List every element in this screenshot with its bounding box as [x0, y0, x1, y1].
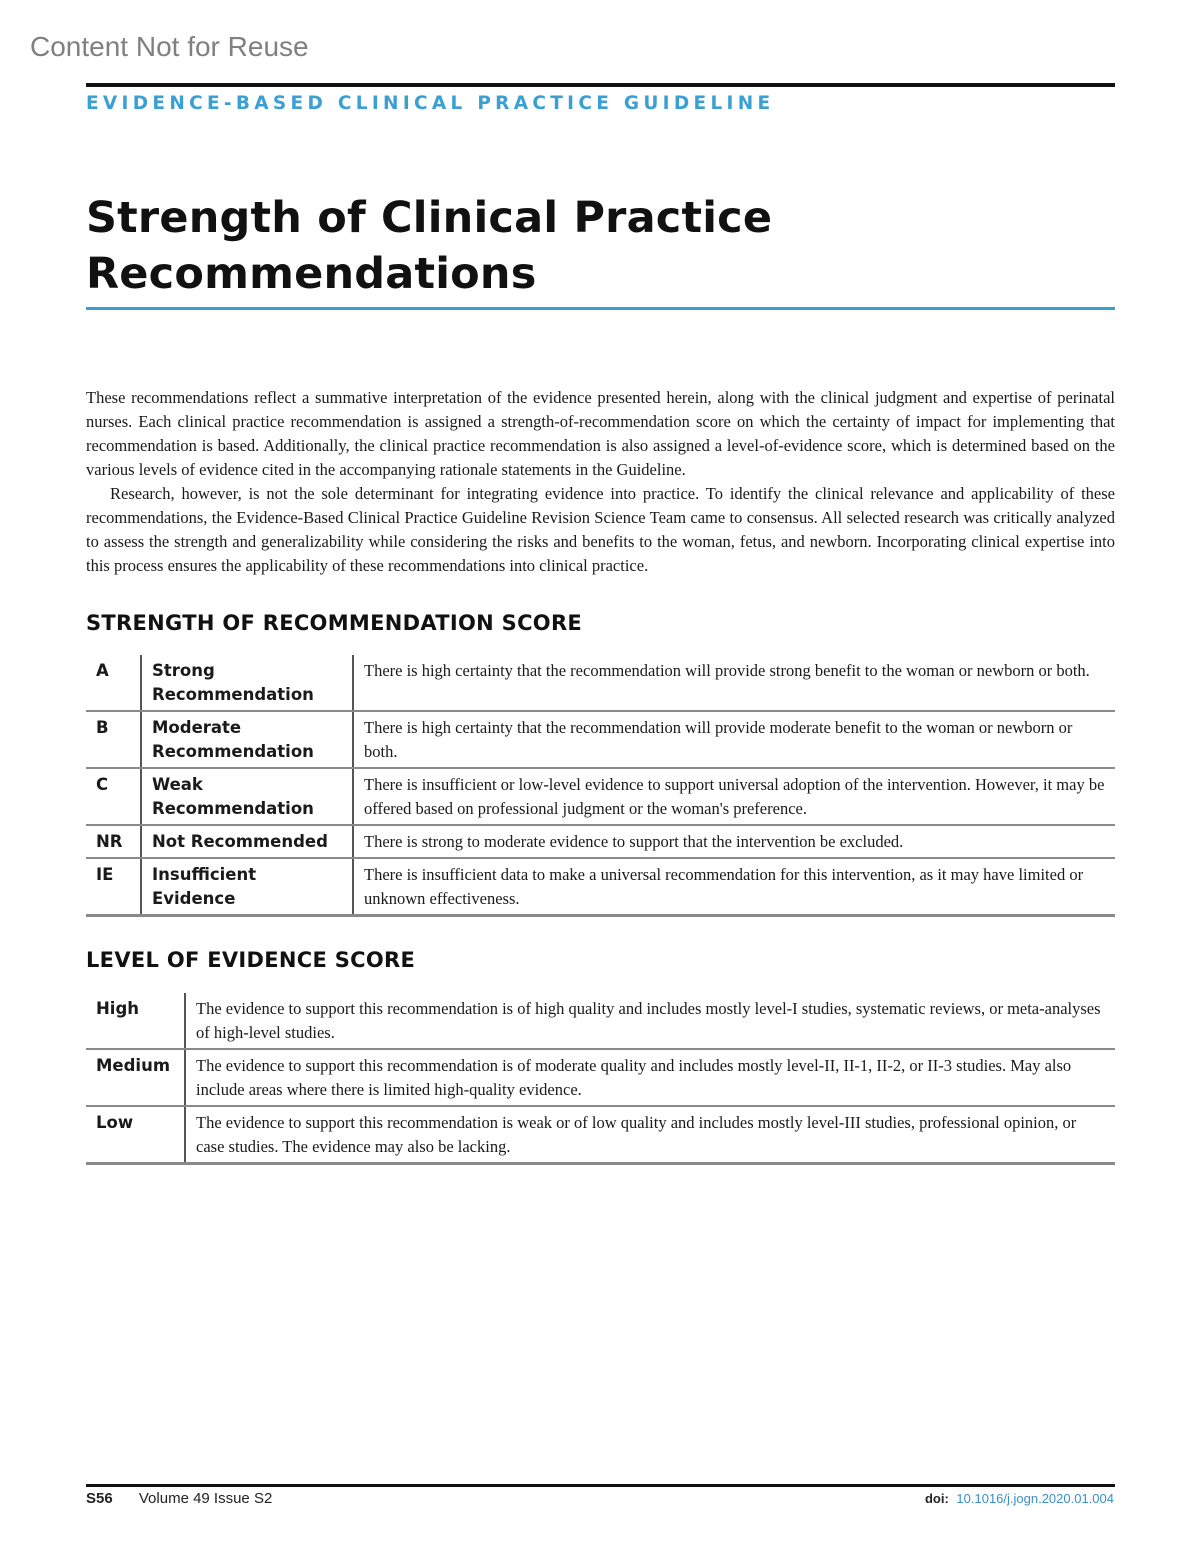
score-label: Strong Recommendation — [141, 655, 353, 711]
watermark: Content Not for Reuse — [30, 31, 309, 62]
score-description: There is strong to moderate evidence to support that the intervention be excluded. — [353, 825, 1115, 858]
page-title — [86, 190, 772, 302]
score-description: There is high certainty that the recommendation will provide strong benefit to the woman or newborn or both. — [353, 655, 1115, 711]
table-row — [86, 1106, 1115, 1164]
table-row — [86, 711, 1115, 768]
score-code: A — [86, 655, 141, 711]
header-rule — [86, 83, 1115, 87]
score-code: IE — [86, 858, 141, 916]
score-label: Insufficient Evidence — [141, 858, 353, 916]
score-description: There is high certainty that the recommendation will provide moderate benefit to the woman or newborn or both. — [353, 711, 1115, 768]
score-description: There is insufficient or low-level evidence to support universal adoption of the intervention. However, it may be offered based on professional judgment or the woman's preference. — [353, 768, 1115, 825]
level-description: The evidence to support this recommendation is of high quality and includes mostly level-I studies, systematic reviews, or meta-analyses of high-level studies. — [185, 993, 1115, 1049]
intro-paragraph-2: Research, however, is not the sole determinant for integrating evidence into practice. To identify the clinical relevance and applicability of these recommendations, the Evidence-Based Clinical Practice Guideline Revision Science Team came to consensus. All selected research was critically analyzed to assess the strength and generalizability while considering the risks and benefits to the woman, fetus, and newborn. Incorporating clinical expertise into this process ensures the applicability of these recommendations into clinical practice. — [86, 484, 1115, 575]
table-row — [86, 655, 1115, 711]
intro-paragraph-1: These recommendations reflect a summative interpretation of the evidence presented herein, along with the clinical judgment and expertise of perinatal nurses. Each clinical practice recommendation is assigned a strength-of-recommendation score on which the certainty of impact for implementing that recommendation is based. Additionally, the clinical practice recommendation is also assigned a level-of-evidence score, which is determined based on the various levels of evidence cited in the accompanying rationale statements in the Guideline. — [86, 388, 1115, 479]
footer-rule — [86, 1484, 1115, 1487]
strength-table — [86, 655, 1115, 917]
intro-text — [86, 386, 1115, 578]
table-row — [86, 825, 1115, 858]
level-table — [86, 993, 1115, 1165]
level-label: High — [86, 993, 185, 1049]
score-label: Not Recommended — [141, 825, 353, 858]
score-description: There is insufficient data to make a universal recommendation for this intervention, as it may have limited or unknown effectiveness. — [353, 858, 1115, 916]
score-code: NR — [86, 825, 141, 858]
strength-heading: STRENGTH OF RECOMMENDATION SCORE — [86, 611, 583, 635]
table-row — [86, 993, 1115, 1049]
issue-info: Volume 49 Issue S2 — [138, 1490, 273, 1507]
table-row — [86, 1049, 1115, 1106]
table-row — [86, 768, 1115, 825]
score-label: Weak Recommendation — [141, 768, 353, 825]
level-label: Low — [86, 1106, 185, 1164]
doi-reference — [925, 1490, 1114, 1508]
doi-link[interactable]: 10.1016/j.jogn.2020.01.004 — [956, 1491, 1114, 1506]
page-title-line-1: Strength of Clinical Practice — [86, 193, 773, 243]
doi-label: doi: — [924, 1491, 949, 1506]
score-label: Moderate Recommendation — [141, 711, 353, 768]
score-code: C — [86, 768, 141, 825]
footer-info — [86, 1489, 272, 1509]
title-rule — [86, 307, 1115, 310]
score-code: B — [86, 711, 141, 768]
section-kicker: EVIDENCE-BASED CLINICAL PRACTICE GUIDELINE — [86, 93, 775, 114]
level-heading: LEVEL OF EVIDENCE SCORE — [86, 948, 416, 972]
level-label: Medium — [86, 1049, 185, 1106]
page-number: S56 — [86, 1490, 113, 1507]
level-description: The evidence to support this recommendation is weak or of low quality and includes mostly level-III studies, professional opinion, or case studies. The evidence may also be lacking. — [185, 1106, 1115, 1164]
level-description: The evidence to support this recommendation is of moderate quality and includes mostly level-II, II-1, II-2, or II-3 studies. May also include areas where there is limited high-quality evidence. — [185, 1049, 1115, 1106]
table-row — [86, 858, 1115, 916]
page-title-line-2: Recommendations — [86, 249, 537, 299]
